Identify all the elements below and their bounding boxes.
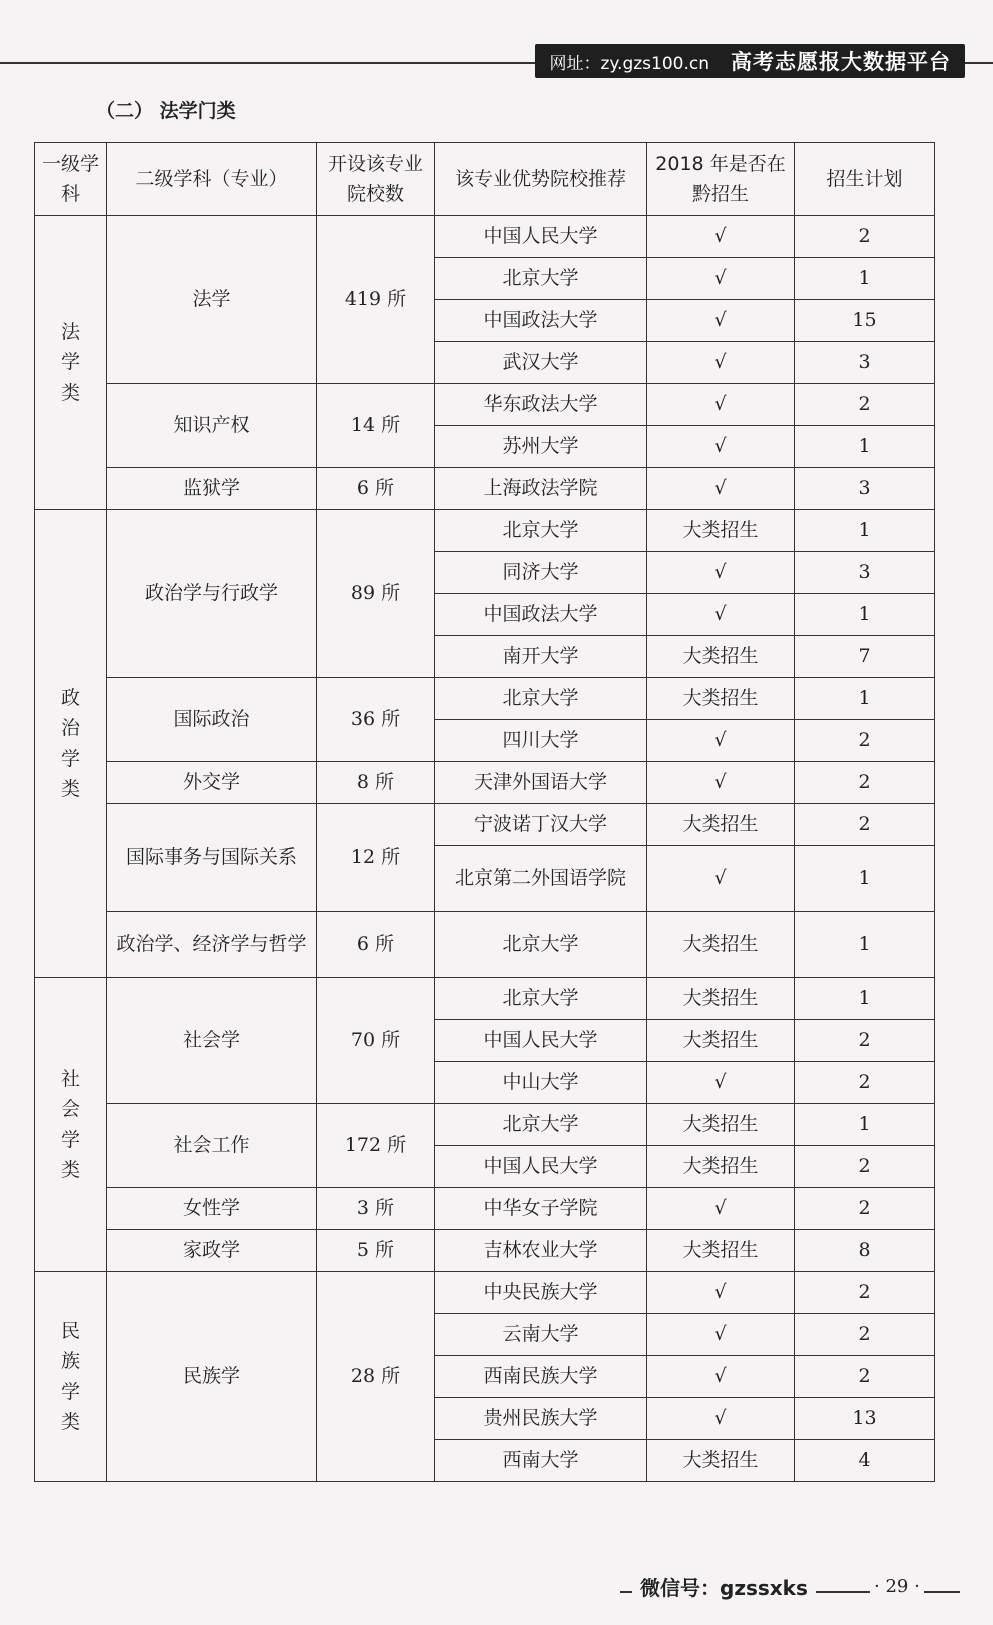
plan-cell: 2 <box>795 1188 935 1230</box>
plan-cell: 7 <box>795 636 935 678</box>
school-count: 5 所 <box>317 1230 435 1272</box>
recruit-cell: 大类招生 <box>647 1104 795 1146</box>
plan-cell: 2 <box>795 720 935 762</box>
plan-cell: 1 <box>795 678 935 720</box>
group-ethnology: 民 族 学 类 <box>35 1272 107 1482</box>
plan-cell: 2 <box>795 1062 935 1104</box>
plan-cell: 4 <box>795 1440 935 1482</box>
plan-cell: 2 <box>795 762 935 804</box>
school-cell: 同济大学 <box>435 552 647 594</box>
plan-cell: 1 <box>795 978 935 1020</box>
recruit-cell: √ <box>647 258 795 300</box>
major-name: 家政学 <box>107 1230 317 1272</box>
school-cell: 北京大学 <box>435 678 647 720</box>
major-name: 社会学 <box>107 978 317 1104</box>
school-cell: 北京大学 <box>435 912 647 978</box>
plan-cell: 2 <box>795 1314 935 1356</box>
recruit-cell: √ <box>647 384 795 426</box>
major-name: 政治学与行政学 <box>107 510 317 678</box>
header-count: 开设该专业院校数 <box>317 143 435 216</box>
major-name: 监狱学 <box>107 468 317 510</box>
recruit-cell: √ <box>647 426 795 468</box>
plan-cell: 1 <box>795 1104 935 1146</box>
recruit-cell: √ <box>647 468 795 510</box>
major-name: 国际事务与国际关系 <box>107 804 317 912</box>
plan-cell: 8 <box>795 1230 935 1272</box>
table-row <box>35 510 935 552</box>
table-row <box>35 678 935 720</box>
school-count: 6 所 <box>317 912 435 978</box>
recruit-cell: 大类招生 <box>647 912 795 978</box>
table-row <box>35 216 935 258</box>
school-count: 70 所 <box>317 978 435 1104</box>
table-row <box>35 1230 935 1272</box>
school-cell: 中山大学 <box>435 1062 647 1104</box>
table-row <box>35 1104 935 1146</box>
school-cell: 西南大学 <box>435 1440 647 1482</box>
group-politics: 政 治 学 类 <box>35 510 107 978</box>
school-cell: 中国政法大学 <box>435 300 647 342</box>
table-row <box>35 1188 935 1230</box>
table-row <box>35 804 935 846</box>
table-header-row <box>35 143 935 216</box>
school-cell: 宁波诺丁汉大学 <box>435 804 647 846</box>
school-count: 419 所 <box>317 216 435 384</box>
table-row <box>35 384 935 426</box>
school-cell: 中国政法大学 <box>435 594 647 636</box>
header-brand: 高考志愿报大数据平台 <box>731 50 951 74</box>
school-cell: 四川大学 <box>435 720 647 762</box>
header-plan: 招生计划 <box>795 143 935 216</box>
recruit-cell: √ <box>647 1062 795 1104</box>
recruit-cell: √ <box>647 594 795 636</box>
recruit-cell: 大类招生 <box>647 1020 795 1062</box>
recruit-cell: √ <box>647 216 795 258</box>
recruit-cell: 大类招生 <box>647 636 795 678</box>
school-cell: 中国人民大学 <box>435 1020 647 1062</box>
plan-cell: 3 <box>795 342 935 384</box>
school-cell: 云南大学 <box>435 1314 647 1356</box>
recruit-cell: 大类招生 <box>647 1440 795 1482</box>
school-cell: 贵州民族大学 <box>435 1398 647 1440</box>
plan-cell: 1 <box>795 846 935 912</box>
school-cell: 中国人民大学 <box>435 1146 647 1188</box>
school-count: 28 所 <box>317 1272 435 1482</box>
school-count: 3 所 <box>317 1188 435 1230</box>
recruit-cell: √ <box>647 300 795 342</box>
recruit-cell: √ <box>647 762 795 804</box>
header-url: 网址：zy.gzs100.cn <box>549 53 709 74</box>
plan-cell: 2 <box>795 384 935 426</box>
school-cell: 吉林农业大学 <box>435 1230 647 1272</box>
school-count: 89 所 <box>317 510 435 678</box>
plan-cell: 1 <box>795 426 935 468</box>
recruit-cell: √ <box>647 552 795 594</box>
school-cell: 北京大学 <box>435 510 647 552</box>
school-cell: 中华女子学院 <box>435 1188 647 1230</box>
header-level1: 一级学科 <box>35 143 107 216</box>
plan-cell: 1 <box>795 510 935 552</box>
school-cell: 北京大学 <box>435 978 647 1020</box>
table-row <box>35 468 935 510</box>
recruit-cell: √ <box>647 1398 795 1440</box>
header-level2: 二级学科（专业） <box>107 143 317 216</box>
school-count: 14 所 <box>317 384 435 468</box>
table-row <box>35 762 935 804</box>
plan-cell: 2 <box>795 1146 935 1188</box>
section-title: （二） 法学门类 <box>96 100 236 122</box>
major-name: 知识产权 <box>107 384 317 468</box>
recruit-cell: 大类招生 <box>647 1146 795 1188</box>
major-name: 民族学 <box>107 1272 317 1482</box>
recruit-cell: √ <box>647 1188 795 1230</box>
major-name: 政治学、经济学与哲学 <box>107 912 317 978</box>
plan-cell: 2 <box>795 1272 935 1314</box>
plan-cell: 15 <box>795 300 935 342</box>
table-row <box>35 1272 935 1314</box>
school-count: 6 所 <box>317 468 435 510</box>
school-cell: 武汉大学 <box>435 342 647 384</box>
header-banner <box>535 44 965 78</box>
school-count: 12 所 <box>317 804 435 912</box>
school-cell: 北京大学 <box>435 258 647 300</box>
major-name: 外交学 <box>107 762 317 804</box>
plan-cell: 2 <box>795 1356 935 1398</box>
header-school: 该专业优势院校推荐 <box>435 143 647 216</box>
school-cell: 中国人民大学 <box>435 216 647 258</box>
major-name: 社会工作 <box>107 1104 317 1188</box>
recruit-cell: √ <box>647 720 795 762</box>
plan-cell: 1 <box>795 594 935 636</box>
school-cell: 西南民族大学 <box>435 1356 647 1398</box>
recruit-cell: 大类招生 <box>647 1230 795 1272</box>
plan-cell: 1 <box>795 912 935 978</box>
school-cell: 南开大学 <box>435 636 647 678</box>
header-recruit: 2018 年是否在黔招生 <box>647 143 795 216</box>
school-cell: 北京大学 <box>435 1104 647 1146</box>
major-name: 国际政治 <box>107 678 317 762</box>
majors-table <box>34 142 935 1482</box>
table-row <box>35 978 935 1020</box>
school-cell: 天津外国语大学 <box>435 762 647 804</box>
recruit-cell: √ <box>647 342 795 384</box>
school-count: 8 所 <box>317 762 435 804</box>
school-count: 36 所 <box>317 678 435 762</box>
recruit-cell: 大类招生 <box>647 678 795 720</box>
page-number: · 29 · <box>870 1576 924 1597</box>
recruit-cell: √ <box>647 1356 795 1398</box>
major-name: 女性学 <box>107 1188 317 1230</box>
plan-cell: 2 <box>795 804 935 846</box>
recruit-cell: 大类招生 <box>647 804 795 846</box>
plan-cell: 1 <box>795 258 935 300</box>
school-cell: 华东政法大学 <box>435 384 647 426</box>
plan-cell: 3 <box>795 468 935 510</box>
recruit-cell: √ <box>647 846 795 912</box>
plan-cell: 13 <box>795 1398 935 1440</box>
group-sociology: 社 会 学 类 <box>35 978 107 1272</box>
footer-wechat: 微信号：gzssxks <box>632 1572 816 1601</box>
major-name: 法学 <box>107 216 317 384</box>
recruit-cell: √ <box>647 1272 795 1314</box>
group-law: 法 学 类 <box>35 216 107 510</box>
table-row <box>35 912 935 978</box>
school-cell: 中央民族大学 <box>435 1272 647 1314</box>
school-count: 172 所 <box>317 1104 435 1188</box>
school-cell: 上海政法学院 <box>435 468 647 510</box>
plan-cell: 2 <box>795 1020 935 1062</box>
recruit-cell: √ <box>647 1314 795 1356</box>
plan-cell: 2 <box>795 216 935 258</box>
school-cell: 北京第二外国语学院 <box>435 846 647 912</box>
plan-cell: 3 <box>795 552 935 594</box>
school-cell: 苏州大学 <box>435 426 647 468</box>
recruit-cell: 大类招生 <box>647 510 795 552</box>
recruit-cell: 大类招生 <box>647 978 795 1020</box>
